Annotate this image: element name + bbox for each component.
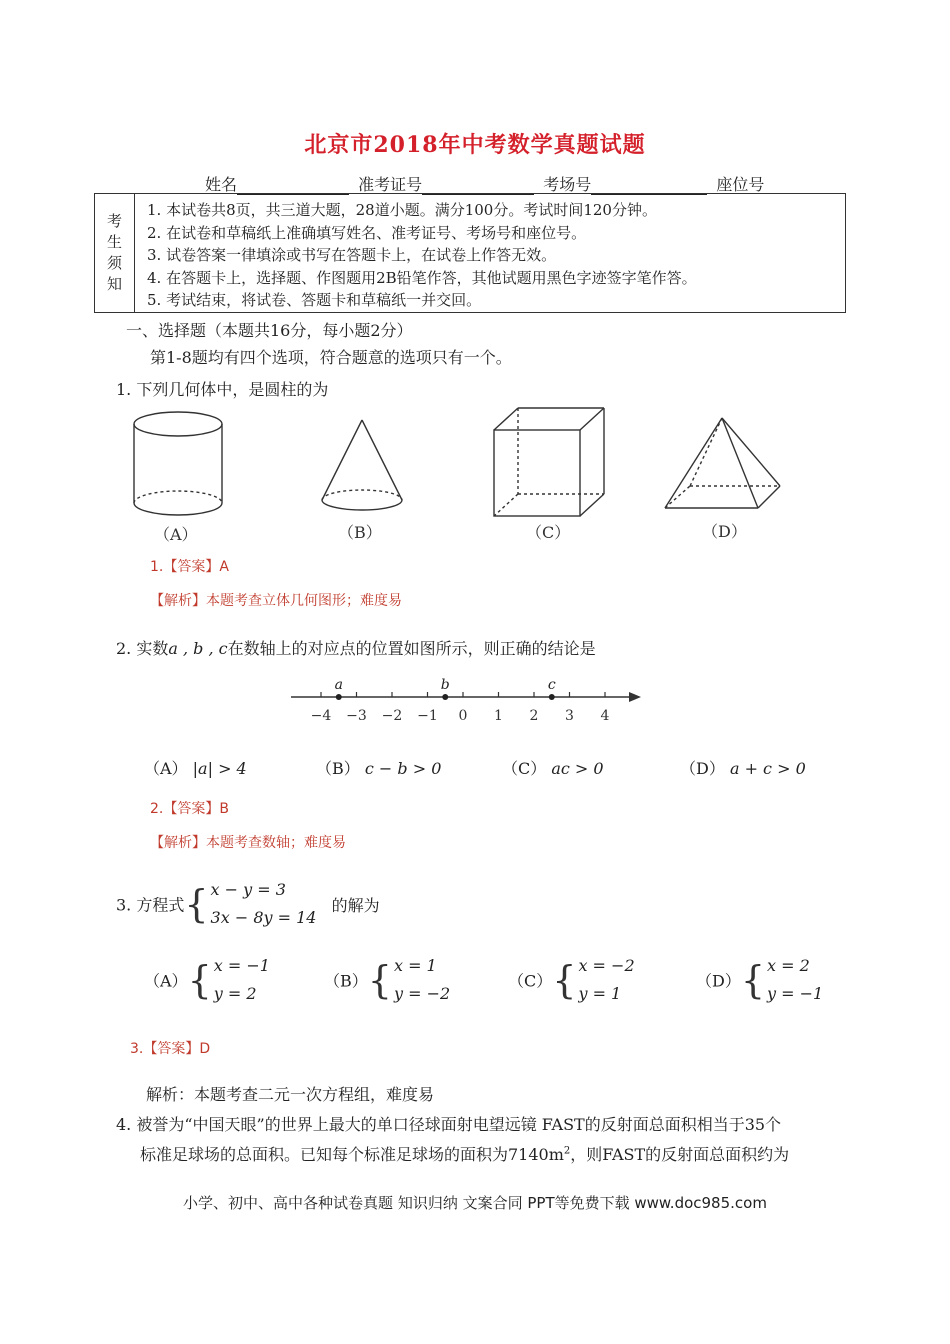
q2-option-d: （D） a + c > 0 bbox=[680, 759, 806, 778]
q1-analysis: 【解析】本题考查立体几何图形；难度易 bbox=[150, 593, 402, 609]
q2-stem: 2. 实数a , b , c在数轴上的对应点的位置如图所示，则正确的结论是 bbox=[116, 639, 596, 658]
tick-label: −2 bbox=[381, 708, 403, 724]
q3-stem: 3. 方程式{ x − y = 3 3x − 8y = 14 的解为 bbox=[116, 880, 380, 927]
q1-figures bbox=[110, 400, 810, 550]
candidate-info bbox=[205, 172, 764, 195]
exam-notes-box bbox=[94, 193, 846, 313]
name-label: 姓名 bbox=[205, 175, 238, 194]
q3-option-b: （B）{ x = 1 y = −2 bbox=[324, 956, 451, 1003]
tick-label: 2 bbox=[529, 708, 539, 724]
cone-figure bbox=[322, 420, 402, 510]
q2-option-a: （A） |a| > 4 bbox=[144, 759, 247, 778]
notes-items bbox=[147, 199, 697, 312]
note-item: 4. 在答题卡上，选择题、作图题用2B铅笔作答，其他试题用黑色字迹签字笔作答。 bbox=[147, 268, 697, 287]
point-label-b: b bbox=[440, 677, 450, 693]
q3-brace: { bbox=[184, 882, 209, 926]
tick-label: 0 bbox=[458, 708, 468, 724]
q1-label-d: （D） bbox=[702, 522, 747, 541]
q2-analysis: 【解析】本题考查数轴；难度易 bbox=[150, 835, 346, 851]
tick-label: −1 bbox=[417, 708, 438, 724]
tick-label: 3 bbox=[565, 708, 574, 724]
q1-label-c: （C） bbox=[526, 523, 571, 542]
section-intro: 第1-8题均有四个选项，符合题意的选项只有一个。 bbox=[150, 348, 512, 367]
q1-label-a: （A） bbox=[154, 525, 198, 544]
tick-label: −3 bbox=[346, 708, 367, 724]
q3-option-d: （D）{ x = 2 y = −1 bbox=[696, 956, 824, 1003]
q2-answer: 2.【答案】B bbox=[150, 801, 229, 817]
q3-option-c: （C）{ x = −2 y = 1 bbox=[508, 956, 635, 1003]
note-item: 3. 试卷答案一律填涂或书写在答题卡上，在试卷上作答无效。 bbox=[147, 246, 557, 264]
ticket-label: 准考证号 bbox=[358, 175, 423, 194]
q1-stem: 1. 下列几何体中，是圆柱的为 bbox=[116, 380, 329, 399]
notes-side-label: 考 生 须 知 bbox=[95, 194, 135, 312]
tick-label: −4 bbox=[310, 708, 332, 724]
q2-option-b: （B） c − b > 0 bbox=[316, 759, 442, 778]
room-label: 考场号 bbox=[543, 175, 592, 194]
q3-analysis: 解析：本题考查二元一次方程组，难度易 bbox=[146, 1085, 435, 1104]
tick-label: 4 bbox=[600, 708, 610, 724]
q1-answer: 1.【答案】A bbox=[150, 559, 229, 575]
seat-label: 座位号 bbox=[716, 175, 765, 194]
cube-figure bbox=[494, 408, 604, 516]
q2-option-c: （C） ac > 0 bbox=[502, 759, 604, 778]
note-item: 2. 在试卷和草稿纸上准确填写姓名、准考证号、考场号和座位号。 bbox=[147, 223, 587, 242]
note-item: 5. 考试结束，将试卷、答题卡和草稿纸一并交回。 bbox=[147, 291, 482, 309]
number-line bbox=[285, 676, 645, 724]
cylinder-figure bbox=[134, 412, 222, 515]
point-label-a: a bbox=[334, 677, 343, 693]
page-footer: 小学、初中、高中各种试卷真题 知识归纳 文案合同 PPT等免费下载 www.doc985.com bbox=[183, 1194, 767, 1212]
point-label-c: c bbox=[547, 677, 556, 693]
pyramid-figure bbox=[665, 418, 780, 508]
q3-answer: 3.【答案】D bbox=[130, 1041, 211, 1057]
point-c bbox=[549, 694, 555, 700]
page-title: 北京市2018年中考数学真题试题 bbox=[304, 132, 646, 158]
q4-line1: 4. 被誉为“中国天眼”的世界上最大的单口径球面射电望远镜 FAST的反射面总面积相当于35个 bbox=[116, 1115, 782, 1134]
point-a bbox=[336, 694, 342, 700]
section-heading: 一、选择题（本题共16分，每小题2分） bbox=[126, 321, 413, 340]
q4-line2: 标准足球场的总面积。已知每个标准足球场的面积为$7140m^2$，则FAST的反射面总面积约为 bbox=[140, 1145, 790, 1164]
q1-label-b: （B） bbox=[338, 523, 382, 542]
point-b bbox=[442, 694, 448, 700]
tick-label: 1 bbox=[494, 708, 503, 724]
q3-option-a: （A）{ x = −1 y = 2 bbox=[144, 956, 270, 1003]
note-item: 1. 本试卷共8页，共三道大题，28道小题。满分100分。考试时间120分钟。 bbox=[147, 201, 657, 219]
